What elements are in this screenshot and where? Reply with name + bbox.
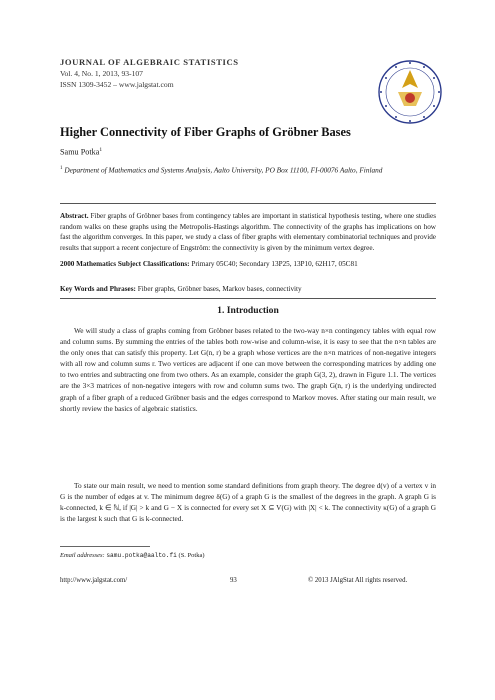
keywords-line [60, 284, 436, 295]
page-number: 93 [230, 577, 237, 584]
abstract-label: Abstract. [60, 212, 89, 220]
abstract [60, 211, 436, 253]
email-label: Email addresses: [60, 552, 105, 559]
author-mark: 1 [99, 147, 103, 153]
msc-label: 2000 Mathematics Subject Classifications: [60, 260, 190, 268]
affiliation-text: Department of Mathematics and Systems Analysis, Aalto University, PO Box 11100, FI-00076 Aalto, Finland [64, 165, 383, 175]
affiliation-mark: 1 [60, 166, 63, 171]
email-name: (S. Potka) [178, 552, 205, 559]
section-heading: 1. Introduction [217, 305, 279, 316]
author-name: Samu Potka [60, 147, 100, 157]
email-footnote [60, 552, 205, 559]
intro-paragraph-2: To state our main result, we need to mention some standard definitions from graph theory. The degree d(v) of a vertex v in G is the number of edges at v. The minimum degree δ(G) of a graph G is the smallest of the degrees in the graph. A graph G is k-connected, k ∈ ℕ, if |G| > k and G − X is connected for every set X ⊆ V(G) with |X| < k. The connectivity κ(G) of a graph G is the largest k such that G is k-connected. [60, 481, 436, 524]
msc-text: Primary 05C40; Secondary 13P25, 13P10, 62H17, 05C81 [191, 260, 358, 268]
divider-bottom [60, 298, 436, 299]
email-address[interactable]: samu.potka@aalto.fi [106, 552, 177, 559]
affiliation [60, 163, 430, 175]
intro-paragraph-1: We will study a class of graphs coming from Gröbner bases related to the two-way n×n contingency tables with equal row and column sums. By summing the entries of the tables both row-wise and column-wise, it is easy to see that the n×n tables are the only ones that can satisfy this property. Let G(n, r) be a graph whose vertices are the n×n matrices of non-negative integers with all row and column sums r. Two vertices are adjacent if one can move between the corresponding matrices by adding one to two entries and subtracting one from two others. As an example, consider the graph G(3, 2), drawn in Figure 1.1. The vertices are the 3×3 matrices of non-negative integers with row and column sums two. The graph G(n, r) is the underlying undirected graph of a fiber graph of a reduced Gröbner basis and the edges correspond to Markov moves. After stating our main result, we shortly review the basics of algebraic statistics. [60, 326, 436, 413]
keywords-text: Fiber graphs, Gröbner bases, Markov bases, connectivity [137, 285, 302, 293]
volume-line: Vol. 4, No. 1, 2013, 93-107 [60, 69, 143, 78]
footer-copyright: © 2013 JAlgStat All rights reserved. [308, 577, 408, 584]
journal-name: JOURNAL OF ALGEBRAIC STATISTICS [60, 57, 239, 67]
keywords-label: Key Words and Phrases: [60, 285, 136, 293]
journal-logo [376, 58, 444, 126]
footer-url[interactable]: http://www.jalgstat.com/ [60, 577, 128, 584]
abstract-text: Fiber graphs of Gröbner bases from contingency tables are important in statistical hypothesis testing, where one studies random walks on these graphs using the Metropolis-Hastings algorithm. The connectivity of the graphs has implications on how fast the algorithm converges. In this paper, we study a class of fiber graphs with elementary combinatorial techniques and provide results that support a recent conjecture of Engström: the connectivity is given by the minimum vertex degree. [60, 212, 436, 252]
issn-line: ISSN 1309-3452 – www.jalgstat.com [60, 80, 174, 89]
author-line [60, 147, 102, 157]
paper-title: Higher Connectivity of Fiber Graphs of Gröbner Bases [60, 125, 351, 139]
msc-line [60, 259, 436, 270]
footnote-rule [60, 546, 150, 547]
divider-top [60, 203, 436, 204]
